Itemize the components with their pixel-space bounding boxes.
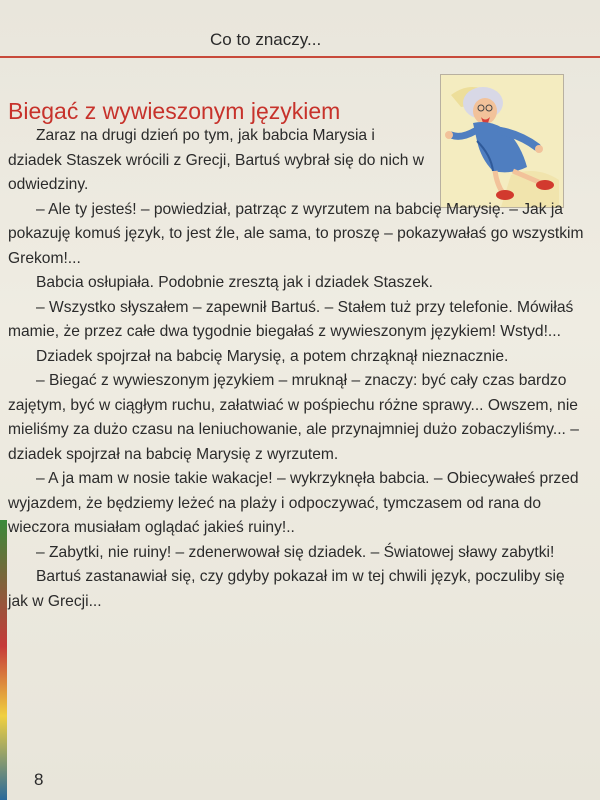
paragraph: Bartuś zastanawiał się, czy gdyby pokazał im w tej chwili język, poczuliby się jak w Grecji... xyxy=(8,568,565,610)
adjacent-page-edge xyxy=(0,520,7,800)
paragraph: Babcia osłupiała. Podobnie zresztą jak i dziadek Staszek. xyxy=(36,274,434,291)
paragraph: – Zabytki, nie ruiny! – zdenerwował się dziadek. – Światowej sławy zabytki! xyxy=(36,543,555,561)
paragraph: Dziadek spojrzał na babcię Marysię, a potem chrząknął nieznacznie. xyxy=(36,347,509,365)
paragraph: – Biegać z wywieszonym językiem – mruknął – znaczy: być cały czas bardzo zajętym, być w ciągłym ruchu, załatwiać w pośpiechu różne sprawy... Owszem, nie mieliśmy za dużo czasu na leniuchowanie, ale przynajmniej dużo zobaczyliśmy... – dziadek spojrzał na babcię Marysię z wyrzutem. xyxy=(8,372,579,463)
article-title: Biegać z wywieszonym językiem xyxy=(8,98,341,124)
paragraph: – A ja mam w nosie takie wakacje! – wykrzyknęła babcia. – Obiecywałeś przed wyjazdem, że będziemy leżeć na plaży i odpoczywać, tymczasem od rana do wieczora musiałam oglądać jakieś ruiny!.. xyxy=(8,470,579,536)
paragraph: – Ale ty jesteś! – powiedział, patrząc z wyrzutem na babcię Marysię. – Jak ja pokazuję komuś język, to jest źle, ale sama, to proszę – pokazywałaś go wszystkim Grekom!... xyxy=(8,200,584,267)
article-body xyxy=(8,124,584,614)
header-divider xyxy=(0,56,600,58)
section-header: Co to znaczy... xyxy=(210,30,322,49)
paragraph: Zaraz na drugi dzień po tym, jak babcia Marysia i dziadek Staszek wrócili z Grecji, Bartuś wybrał się do nich w odwiedziny. xyxy=(8,127,424,193)
page-number: 8 xyxy=(34,770,44,789)
paragraph: – Wszystko słyszałem – zapewnił Bartuś. – Stałem tuż przy telefonie. Mówiłaś mamie, że przez całe dwa tygodnie biegałaś z wywieszonym językiem! Wstyd!... xyxy=(8,298,574,340)
